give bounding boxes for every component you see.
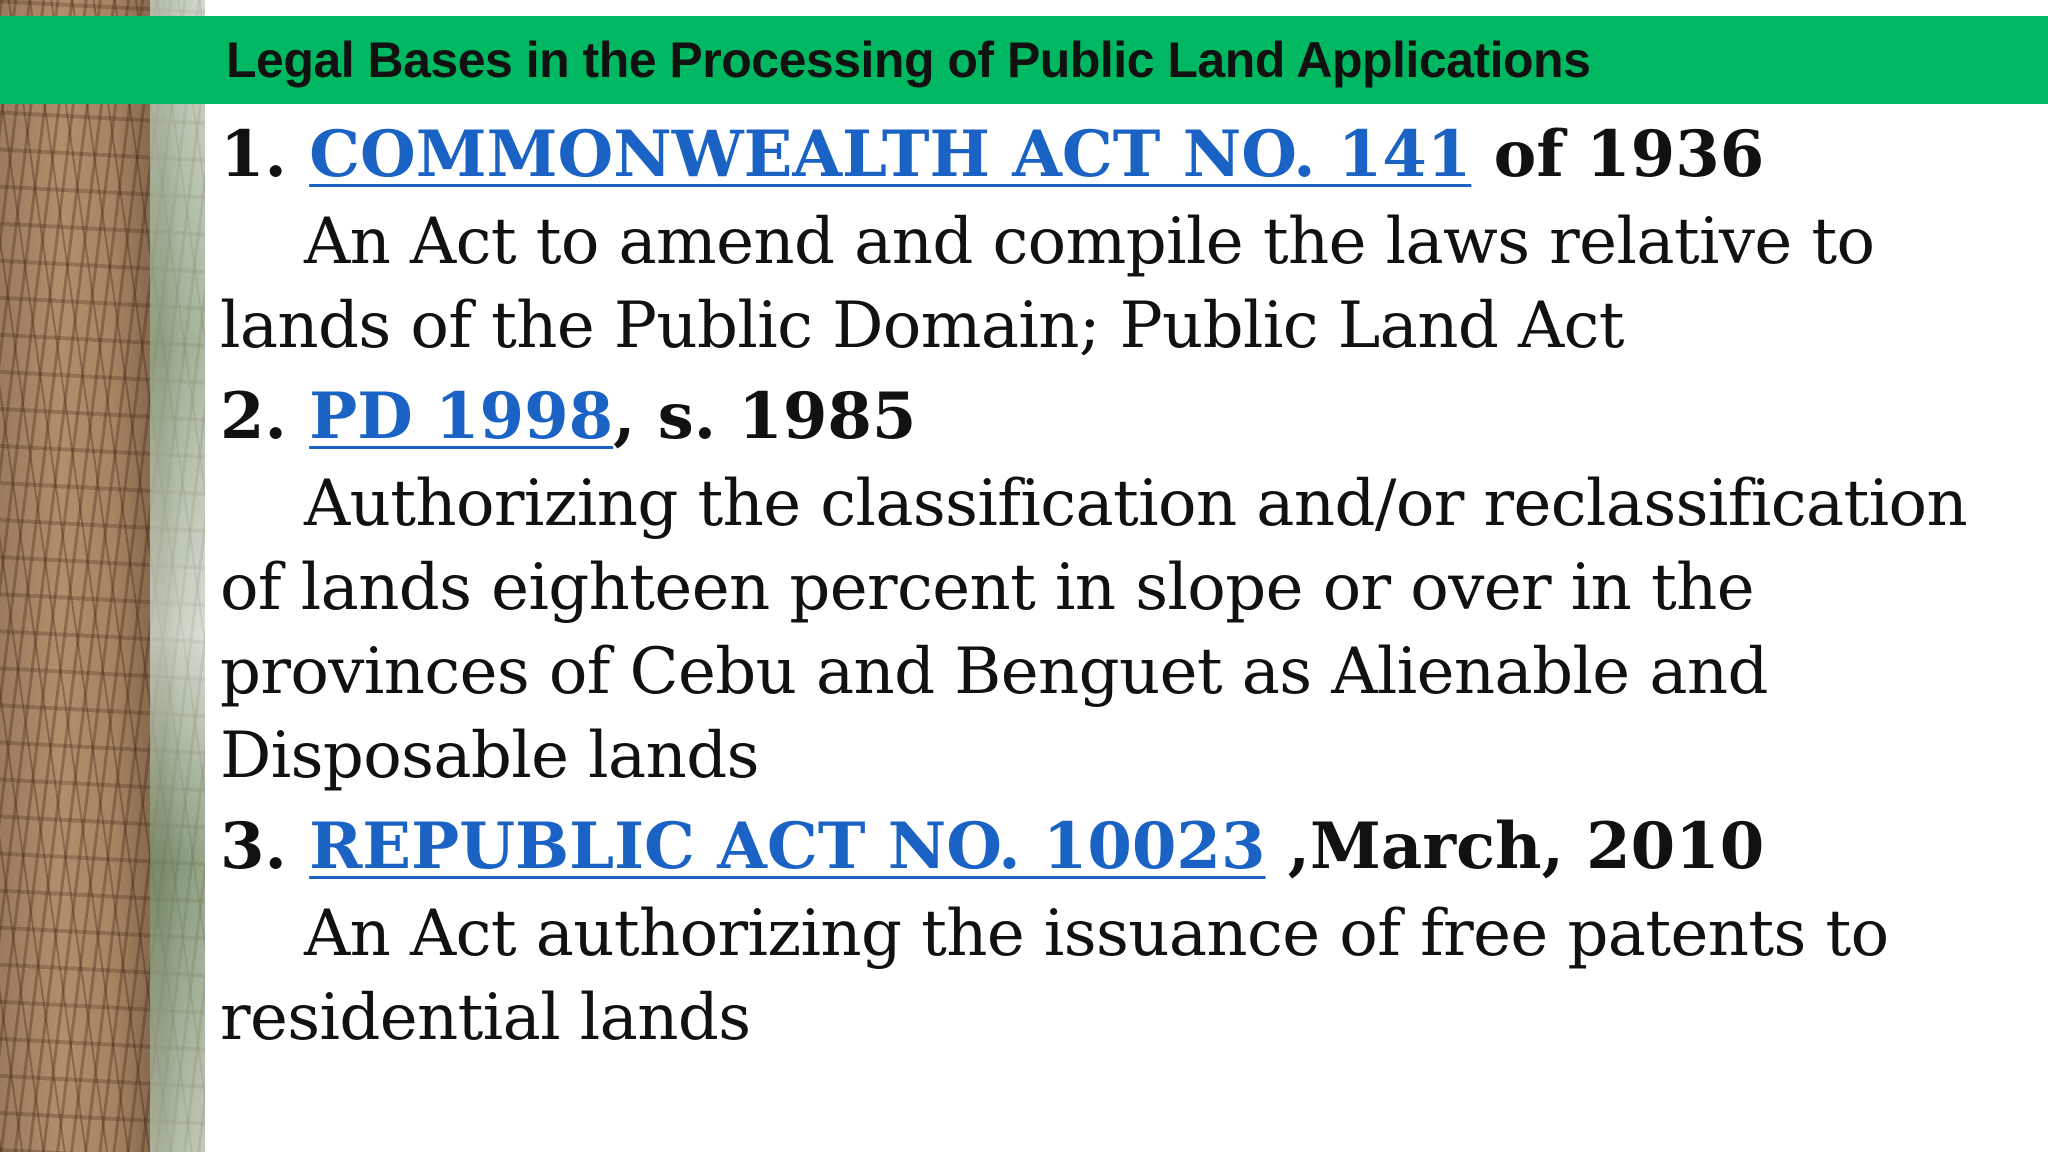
item-suffix: ,March, 2010 <box>1265 809 1765 884</box>
item-suffix: of 1936 <box>1471 117 1765 192</box>
item-description-text: Authorizing the classification and/or reclassification of lands eighteen percent in slope or over in the provinces of Cebu and Benguet as Alienable and Disposable lands <box>220 467 1968 793</box>
item-suffix: , s. 1985 <box>613 379 917 454</box>
item-description-1 <box>220 200 2030 368</box>
item-number: 2. <box>220 379 287 454</box>
commonwealth-act-141-link[interactable]: COMMONWEALTH ACT NO. 141 <box>309 117 1472 192</box>
item-heading-3 <box>220 802 2030 892</box>
tree-trunk-image <box>0 0 205 1152</box>
item-description-2 <box>220 462 2030 798</box>
item-number: 1. <box>220 117 287 192</box>
pd-1998-link[interactable]: PD 1998 <box>309 379 614 454</box>
item-number: 3. <box>220 809 287 884</box>
slide-title: Legal Bases in the Processing of Public Land Applications <box>226 32 1591 88</box>
republic-act-10023-link[interactable]: REPUBLIC ACT NO. 10023 <box>309 809 1266 884</box>
item-heading-2 <box>220 372 2030 462</box>
item-description-3 <box>220 892 2030 1060</box>
item-heading-1 <box>220 110 2030 200</box>
item-description-text: An Act authorizing the issuance of free patents to residential lands <box>220 897 1889 1055</box>
legal-bases-list <box>220 110 2030 1064</box>
item-description-text: An Act to amend and compile the laws relative to lands of the Public Domain; Public Land Act <box>220 205 1875 363</box>
